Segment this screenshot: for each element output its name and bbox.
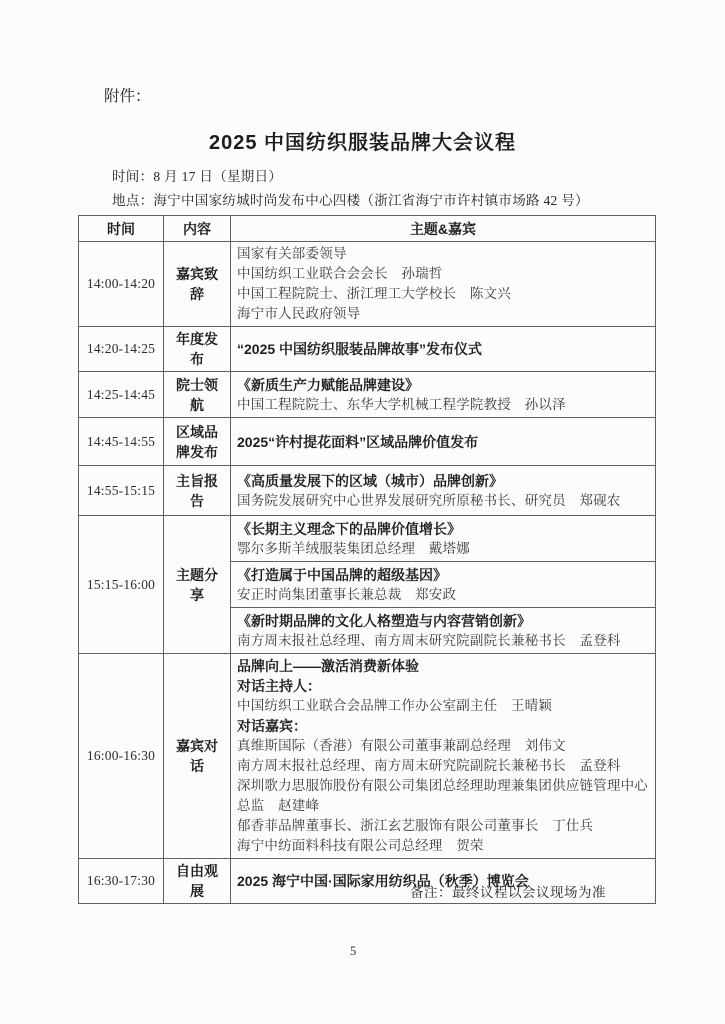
table-row — [79, 242, 656, 327]
content-cell: 自由观展 — [164, 859, 231, 904]
content-cell: 嘉宾致辞 — [164, 242, 231, 327]
session-speaker: 安正时尚集团董事长兼总裁 郑安政 — [237, 586, 457, 602]
dialog-topic: 品牌向上——激活消费新体验 — [237, 658, 419, 674]
time-cell: 16:00-16:30 — [79, 654, 164, 859]
topic-cell — [231, 466, 656, 516]
session-title: 《高质量发展下的区域（城市）品牌创新》 — [237, 472, 503, 489]
meta-location-line: 地点：海宁中国家纺城时尚发布中心四楼（浙江省海宁市许村镇市场路 42 号） — [112, 193, 589, 208]
time-cell: 14:20-14:25 — [79, 327, 164, 372]
dialog-guest: 海宁中纺面料科技有限公司总经理 贺荣 — [237, 838, 484, 853]
session-speaker: 南方周末报社总经理、南方周末研究院副院长兼秘书长 孟登科 — [237, 632, 621, 648]
headline-line: 2025“许村提花面料”区域品牌价值发布 — [237, 433, 479, 450]
session-speaker: 国务院发展研究中心世界发展研究所原秘书长、研究员 郑砚农 — [237, 492, 621, 508]
dialog-guests-label: 对话嘉宾： — [237, 718, 307, 734]
topic-cell — [231, 418, 656, 466]
content-cell: 主题分享 — [164, 516, 231, 654]
dialog-host-label: 对话主持人： — [237, 678, 321, 694]
session-title: 《长期主义理念下的品牌价值增长》 — [237, 520, 461, 537]
header-time: 时间 — [79, 216, 164, 242]
content-cell: 年度发布 — [164, 327, 231, 372]
content-cell: 院士领航 — [164, 372, 231, 418]
session-title: 《新质生产力赋能品牌建设》 — [237, 376, 419, 393]
dialog-guest: 深圳歌力思服饰股份有限公司集团总经理助理兼集团供应链管理中心总监 赵建峰 — [237, 778, 648, 813]
topic-cell — [231, 608, 656, 654]
time-cell: 16:30-17:30 — [79, 859, 164, 904]
time-cell: 14:00-14:20 — [79, 242, 164, 327]
guest-line: 中国工程院院士、浙江理工大学校长 陈文兴 — [237, 286, 511, 301]
page-number: 5 — [350, 944, 357, 958]
table-row — [79, 418, 656, 466]
session-title: 《新时期品牌的文化人格塑造与内容营销创新》 — [237, 612, 531, 629]
topic-cell — [231, 327, 656, 372]
content-cell: 区域品牌发布 — [164, 418, 231, 466]
header-content: 内容 — [164, 216, 231, 242]
table-header-row — [79, 216, 656, 242]
headline-line: 2025 海宁中国·国际家用纺织品（秋季）博览会 — [237, 873, 529, 889]
session-speaker: 鄂尔多斯羊绒服装集团总经理 戴塔娜 — [237, 540, 470, 556]
table-row — [79, 372, 656, 418]
time-cell: 14:25-14:45 — [79, 372, 164, 418]
content-cell: 嘉宾对话 — [164, 654, 231, 859]
dialog-guest: 南方周末报社总经理、南方周末研究院副院长兼秘书长 孟登科 — [237, 758, 621, 773]
meta-time-line: 时间：8 月 17 日（星期日） — [112, 169, 283, 184]
table-row — [79, 466, 656, 516]
time-cell: 14:55-15:15 — [79, 466, 164, 516]
dialog-guest: 郁香菲品牌董事长、浙江玄艺服饰有限公司董事长 丁仕兵 — [237, 818, 594, 833]
header-topic-guests: 主题&嘉宾 — [231, 216, 656, 242]
dialog-host: 中国纺织工业联合会品牌工作办公室副主任 王晴颖 — [237, 698, 553, 713]
topic-cell — [231, 372, 656, 418]
time-cell: 15:15-16:00 — [79, 516, 164, 654]
time-cell: 14:45-14:55 — [79, 418, 164, 466]
document-title: 2025 中国纺织服装品牌大会议程 — [208, 132, 517, 154]
table-row — [79, 654, 656, 859]
guest-line: 中国纺织工业联合会会长 孙瑞哲 — [237, 266, 443, 281]
guest-line: 国家有关部委领导 — [237, 246, 347, 261]
topic-cell — [231, 654, 656, 859]
footer-note: 备注：最终议程以会议现场为准 — [410, 885, 606, 900]
headline-line: “2025 中国纺织服装品牌故事”发布仪式 — [237, 341, 483, 357]
table-row — [79, 327, 656, 372]
agenda-table — [78, 215, 656, 904]
guest-line: 海宁市人民政府领导 — [237, 306, 361, 321]
topic-cell — [231, 242, 656, 327]
attachment-label: 附件： — [104, 88, 151, 105]
content-cell: 主旨报告 — [164, 466, 231, 516]
dialog-guest: 真维斯国际（香港）有限公司董事兼副总经理 刘伟文 — [237, 738, 566, 753]
table-row — [79, 516, 656, 562]
topic-cell — [231, 562, 656, 608]
session-title: 《打造属于中国品牌的超级基因》 — [237, 566, 447, 583]
topic-cell — [231, 516, 656, 562]
session-speaker: 中国工程院院士、东华大学机械工程学院教授 孙以泽 — [237, 396, 566, 412]
